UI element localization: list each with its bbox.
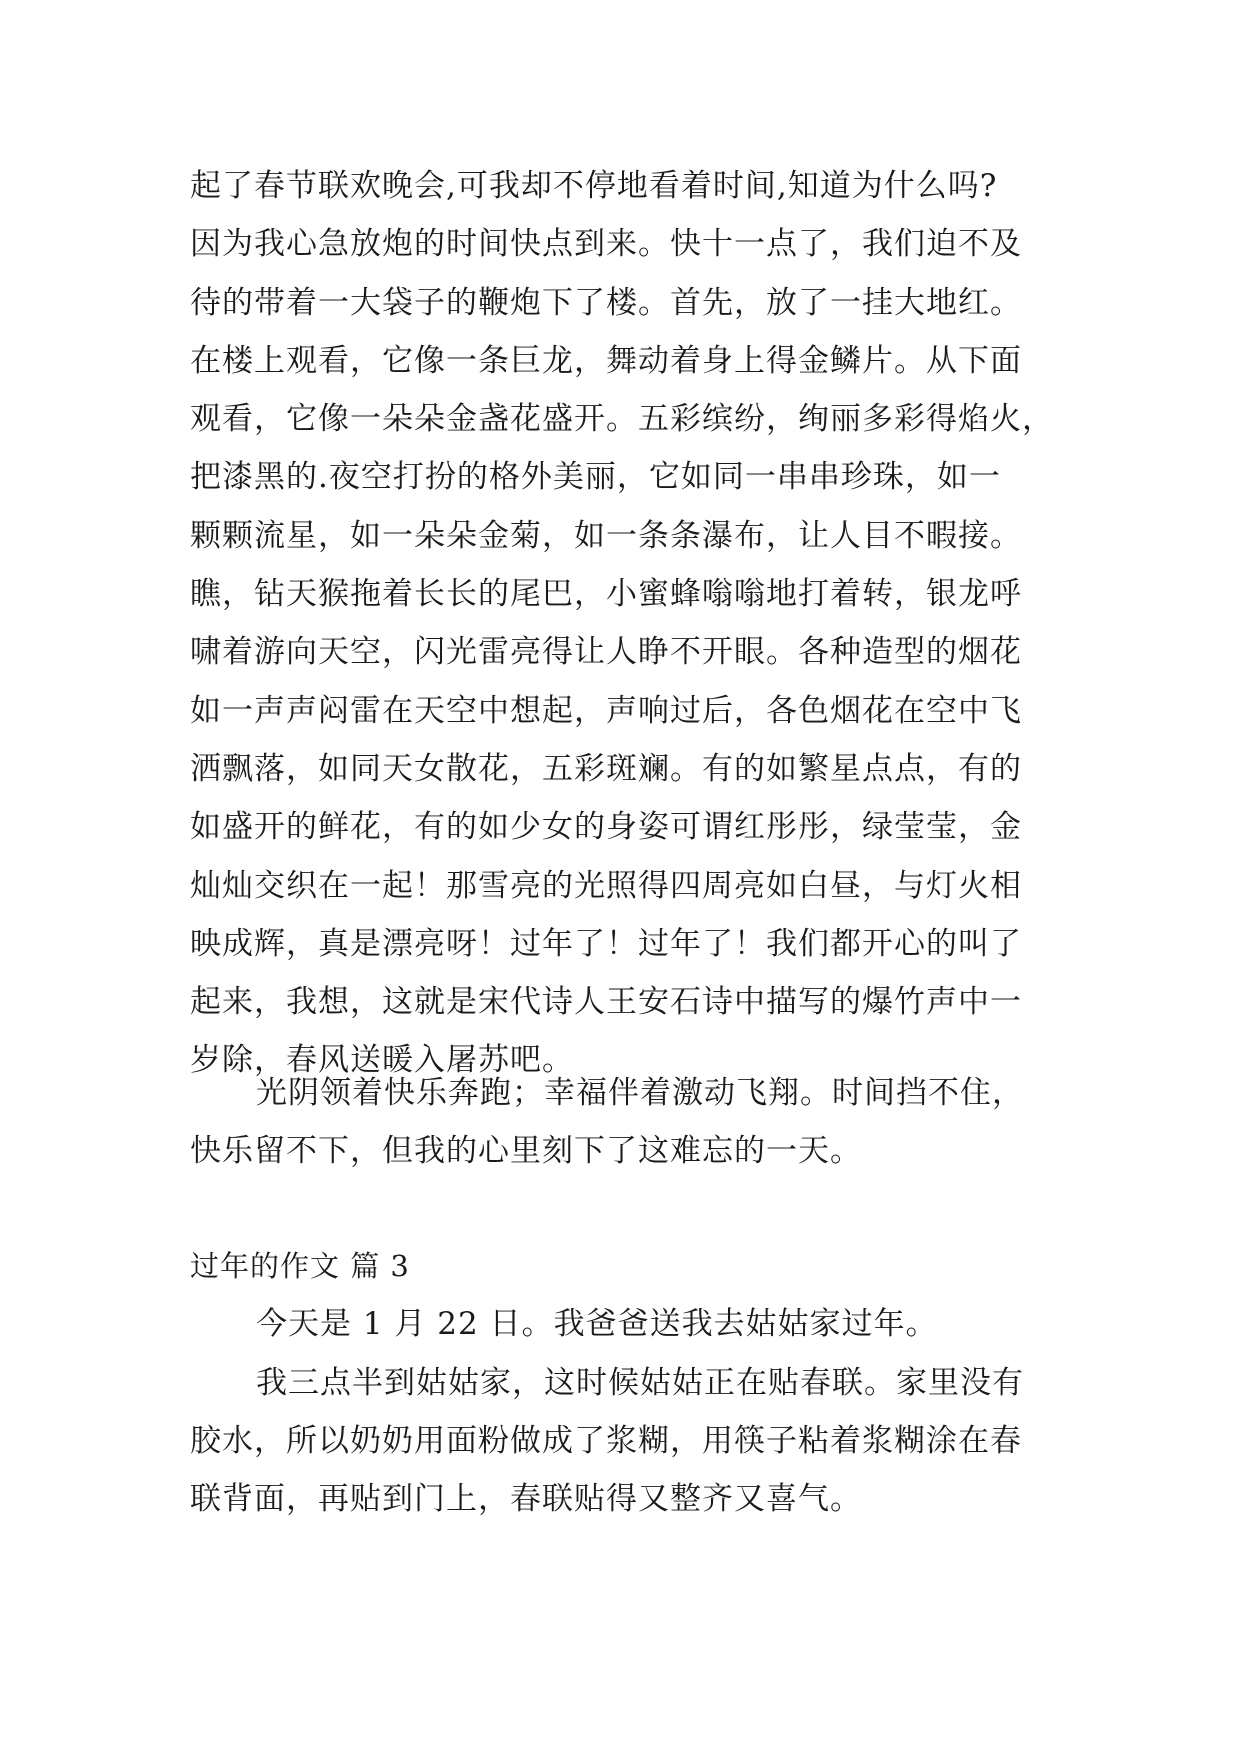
text-line: 今天是 1 月 22 日。我爸爸送我去姑姑家过年。 — [256, 1306, 938, 1343]
text-line: 起来，我想，这就是宋代诗人王安石诗中描写的爆竹声中一 — [190, 984, 1022, 1021]
text-line: 映成辉，真是漂亮呀！过年了！过年了！我们都开心的叫了 — [190, 925, 1022, 962]
essay-section-3 — [190, 1237, 1070, 1528]
text-line: 如一声声闷雷在天空中想起，声响过后，各色烟花在空中飞 — [190, 692, 1022, 729]
text-line: 岁除，春风送暖入屠苏吧。 — [190, 1042, 574, 1079]
text-line: 洒飘落，如同天女散花，五彩斑斓。有的如繁星点点，有的 — [190, 750, 1022, 787]
text-line: 观看，它像一朵朵金盏花盛开。五彩缤纷，绚丽多彩得焰火， — [190, 401, 1054, 438]
essay-paragraph-fireworks — [190, 157, 1070, 1090]
essay-paragraph-closing — [190, 1064, 1070, 1181]
text-line: 我三点半到姑姑家，这时候姑姑正在贴春联。家里没有 — [256, 1364, 1024, 1401]
text-line: 瞧，钻天猴拖着长长的尾巴，小蜜蜂嗡嗡地打着转，银龙呼 — [190, 576, 1022, 613]
text-line: 如盛开的鲜花，有的如少女的身姿可谓红彤彤，绿莹莹，金 — [190, 809, 1022, 846]
text-line: 在楼上观看，它像一条巨龙，舞动着身上得金鳞片。从下面 — [190, 342, 1022, 379]
text-line: 联背面，再贴到门上，春联贴得又整齐又喜气。 — [190, 1481, 862, 1518]
text-line: 把漆黑的.夜空打扮的格外美丽，它如同一串串珍珠，如一 — [190, 459, 1001, 496]
text-line: 快乐留不下，但我的心里刻下了这难忘的一天。 — [190, 1133, 862, 1170]
text-line: 起了春节联欢晚会,可我却不停地看着时间,知道为什么吗? — [190, 168, 998, 204]
text-line: 光阴领着快乐奔跑；幸福伴着激动飞翔。时间挡不住， — [256, 1075, 1024, 1111]
text-line: 胶水，所以奶奶用面粉做成了浆糊，用筷子粘着浆糊涂在春 — [190, 1422, 1022, 1459]
text-line: 待的带着一大袋子的鞭炮下了楼。首先，放了一挂大地红。 — [190, 284, 1022, 321]
text-line: 颗颗流星，如一朵朵金菊，如一条条瀑布，让人目不暇接。 — [190, 517, 1022, 554]
text-line: 因为我心急放炮的时间快点到来。快十一点了，我们迫不及 — [190, 226, 1022, 263]
text-line: 啸着游向天空，闪光雷亮得让人睁不开眼。各种造型的烟花 — [190, 634, 1022, 671]
section-heading: 过年的作文 篇 3 — [190, 1249, 410, 1283]
text-line: 灿灿交织在一起！那雪亮的光照得四周亮如白昼，与灯火相 — [190, 867, 1022, 904]
